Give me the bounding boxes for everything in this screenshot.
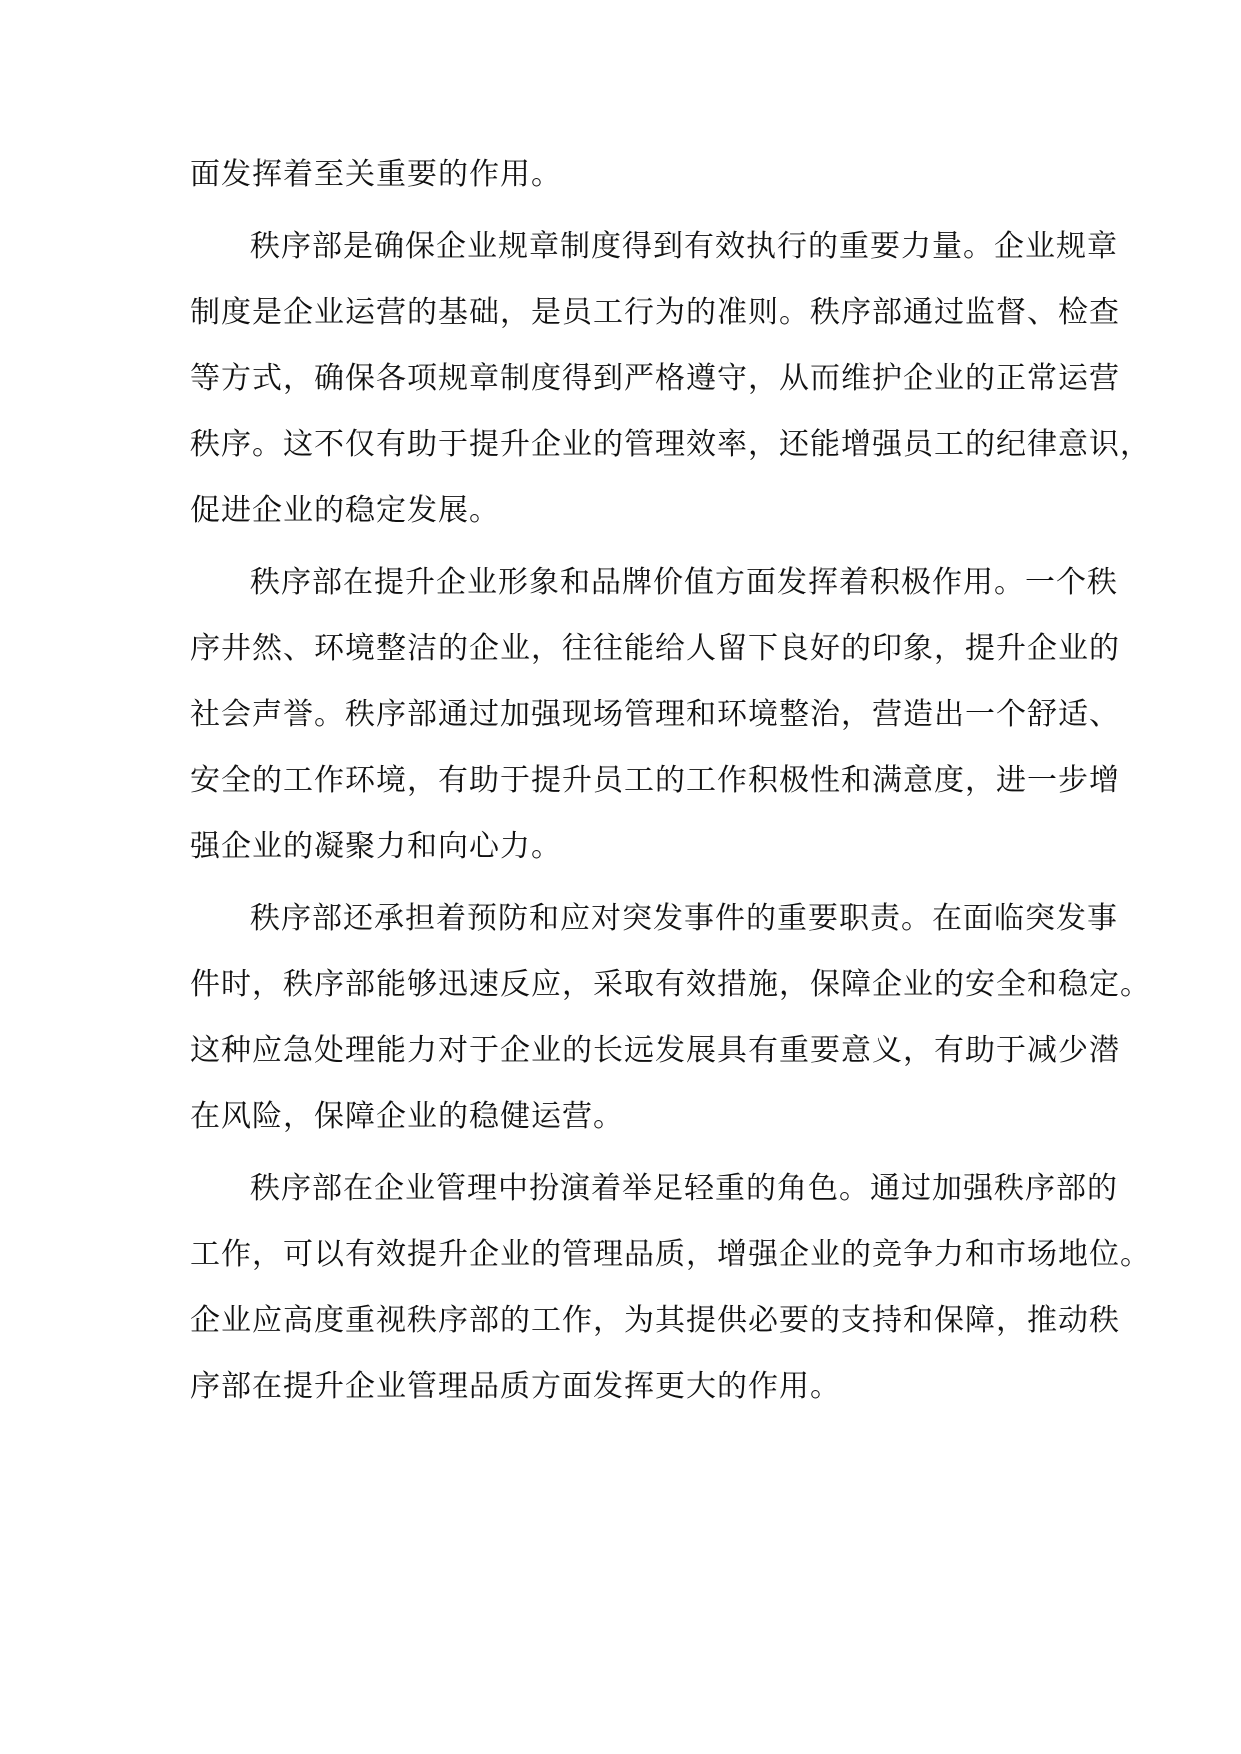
document-body xyxy=(190,142,1151,1426)
paragraph-3 xyxy=(190,550,1120,880)
paragraph-line: 序部在提升企业管理品质方面发挥更大的作用。 xyxy=(190,1369,841,1404)
paragraph-line: 等方式，确保各项规章制度得到严格遵守，从而维护企业的正常运营 xyxy=(190,361,1120,396)
paragraph-line: 社会声誉。秩序部通过加强现场管理和环境整治，营造出一个舒适、 xyxy=(190,697,1120,732)
paragraph-line: 面发挥着至关重要的作用。 xyxy=(190,157,562,192)
paragraph-line: 企业应高度重视秩序部的工作，为其提供必要的支持和保障，推动秩 xyxy=(190,1303,1120,1338)
paragraph-line: 序井然、环境整洁的企业，往往能给人留下良好的印象，提升企业的 xyxy=(190,631,1120,666)
paragraph-line: 这种应急处理能力对于企业的长远发展具有重要意义，有助于减少潜 xyxy=(190,1033,1120,1068)
paragraph-line: 促进企业的稳定发展。 xyxy=(190,493,500,528)
paragraph-line: 秩序部在企业管理中扮演着举足轻重的角色。通过加强秩序部的 xyxy=(250,1171,1118,1206)
paragraph-line: 件时，秩序部能够迅速反应，采取有效措施，保障企业的安全和稳定。 xyxy=(190,967,1151,1002)
paragraph-line: 安全的工作环境，有助于提升员工的工作积极性和满意度，进一步增 xyxy=(190,763,1120,798)
paragraph-4 xyxy=(190,886,1151,1150)
paragraph-line: 在风险，保障企业的稳健运营。 xyxy=(190,1099,624,1134)
paragraph-line: 工作，可以有效提升企业的管理品质，增强企业的竞争力和市场地位。 xyxy=(190,1237,1151,1272)
paragraph-1 xyxy=(190,142,1060,208)
paragraph-line: 秩序部还承担着预防和应对突发事件的重要职责。在面临突发事 xyxy=(250,901,1118,936)
paragraph-line: 强企业的凝聚力和向心力。 xyxy=(190,829,562,864)
paragraph-line: 秩序。这不仅有助于提升企业的管理效率，还能增强员工的纪律意识， xyxy=(190,427,1151,462)
paragraph-line: 制度是企业运营的基础，是员工行为的准则。秩序部通过监督、检查 xyxy=(190,295,1120,330)
paragraph-5 xyxy=(190,1156,1151,1420)
paragraph-line: 秩序部是确保企业规章制度得到有效执行的重要力量。企业规章 xyxy=(250,229,1118,264)
paragraph-2 xyxy=(190,214,1151,544)
paragraph-line: 秩序部在提升企业形象和品牌价值方面发挥着积极作用。一个秩 xyxy=(250,565,1118,600)
